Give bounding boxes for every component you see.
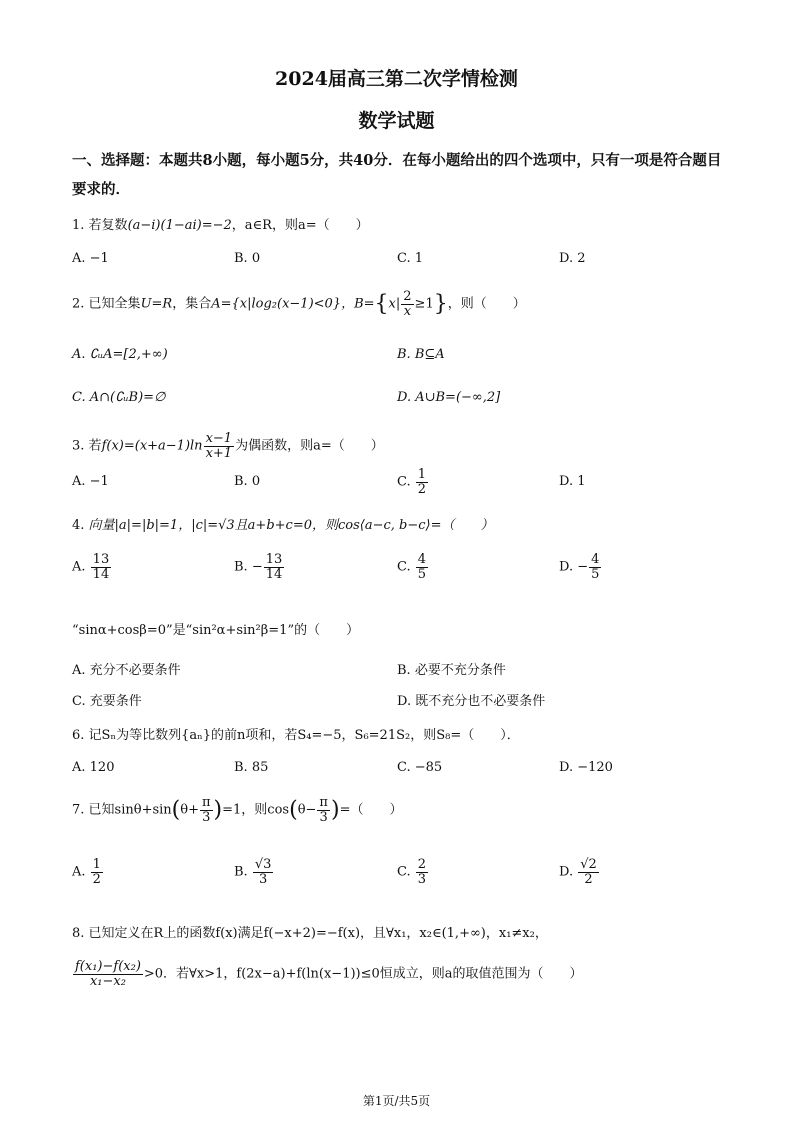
q2-option-b: B. B⊆A xyxy=(397,347,445,362)
page-subtitle: 数学试题 xyxy=(358,110,435,132)
page-footer: 第1页/共5页 xyxy=(362,1094,431,1108)
q1-option-d: D. 2 xyxy=(559,251,586,266)
q4-option-a: A. $\frac{13}{14}$ xyxy=(72,552,110,582)
q2-option-c: C. A∩(∁ᵤB)=∅ xyxy=(72,390,166,405)
q3-option-c: C. $\frac{1}{2}$ xyxy=(397,467,427,497)
q5-option-b: B. 必要不充分条件 xyxy=(397,663,506,678)
q6-option-a: A. 120 xyxy=(72,760,115,775)
q7-option-d: D. $\frac{√2}{2}$ xyxy=(559,857,597,887)
q4-option-c: C. $\frac{4}{5}$ xyxy=(397,552,427,582)
q6-option-b: B. 85 xyxy=(234,760,269,775)
page-title: 2024届高三第二次学情检测 xyxy=(275,68,518,90)
question-8-line-2: $\frac{\text{f(x₁)−f(x₂)}}{\text{x₁−x₂}}$ >0．若∀x>1，f(2x−a)+f(ln(x−1))≤0恒成立，则a的取值范围为（ ） xyxy=(75,959,583,989)
question-5: “sinα+cosβ=0”是“sin²α+sin²β=1”的（ ） xyxy=(72,623,360,638)
q2-option-d: D. A∪B=(−∞,2] xyxy=(397,390,501,405)
q7-option-a: A. $\frac{1}{2}$ xyxy=(72,857,101,887)
q5-option-a: A. 充分不必要条件 xyxy=(72,663,181,678)
q4-option-b: B. − $\frac{13}{14}$ xyxy=(234,552,283,582)
question-2: 2. 已知全集U=R，集合A={x|log₂(x−1)<0}，B={x| $\frac{2}{x}$ ≥1}，则（ ） xyxy=(72,289,526,319)
q5-option-d: D. 既不充分也不必要条件 xyxy=(397,694,546,709)
question-8-line-1: 8. 已知定义在R上的函数f(x)满足f(−x+2)=−f(x)，且∀x₁，x₂∈(1,+∞)，x₁≠x₂， xyxy=(72,926,548,941)
question-3: 3. 若f(x)=(x+a−1)ln $\frac{x-1}{x+1}$ 为偶函数，则a=（ ） xyxy=(72,431,384,461)
q1-option-a: A. −1 xyxy=(72,251,109,266)
q7-option-b: B. $\frac{√3}{3}$ xyxy=(234,857,272,887)
q4-option-d: D. − $\frac{4}{5}$ xyxy=(559,552,600,582)
q5-option-c: C. 充要条件 xyxy=(72,694,142,709)
question-1: 1. 若复数(a−i)(1−ai)=−2，a∈R，则a=（ ） xyxy=(72,218,369,233)
section-heading: 一、选择题：本题共8小题，每小题5分，共40分．在每小题给出的四个选项中，只有一项是符合题目要求的． xyxy=(72,152,722,198)
q3-option-b: B. 0 xyxy=(234,474,261,489)
q6-option-d: D. −120 xyxy=(559,760,613,775)
q3-option-a: A. −1 xyxy=(72,474,109,489)
q7-option-c: C. $\frac{2}{3}$ xyxy=(397,857,427,887)
question-4: 4. 向量|a|=|b|=1，|c|=√3且a+b+c=0，则cos⟨a−c, b−c⟩=（ ） xyxy=(72,518,494,533)
q1-option-b: B. 0 xyxy=(234,251,261,266)
q1-option-c: C. 1 xyxy=(397,251,424,266)
q2-option-a: A. ∁ᵤA=[2,+∞) xyxy=(72,347,168,362)
question-7: 7. 已知sinθ+sin(θ+ $\frac{\pi}{3}$ )=1，则cos(θ− $\frac{\pi}{3}$ )=（ ） xyxy=(72,795,403,825)
question-6: 6. 记Sₙ为等比数列{aₙ}的前n项和，若S₄=−5，S₆=21S₂，则S₈=（ ）． xyxy=(72,728,520,743)
q3-option-d: D. 1 xyxy=(559,474,586,489)
q6-option-c: C. −85 xyxy=(397,760,443,775)
